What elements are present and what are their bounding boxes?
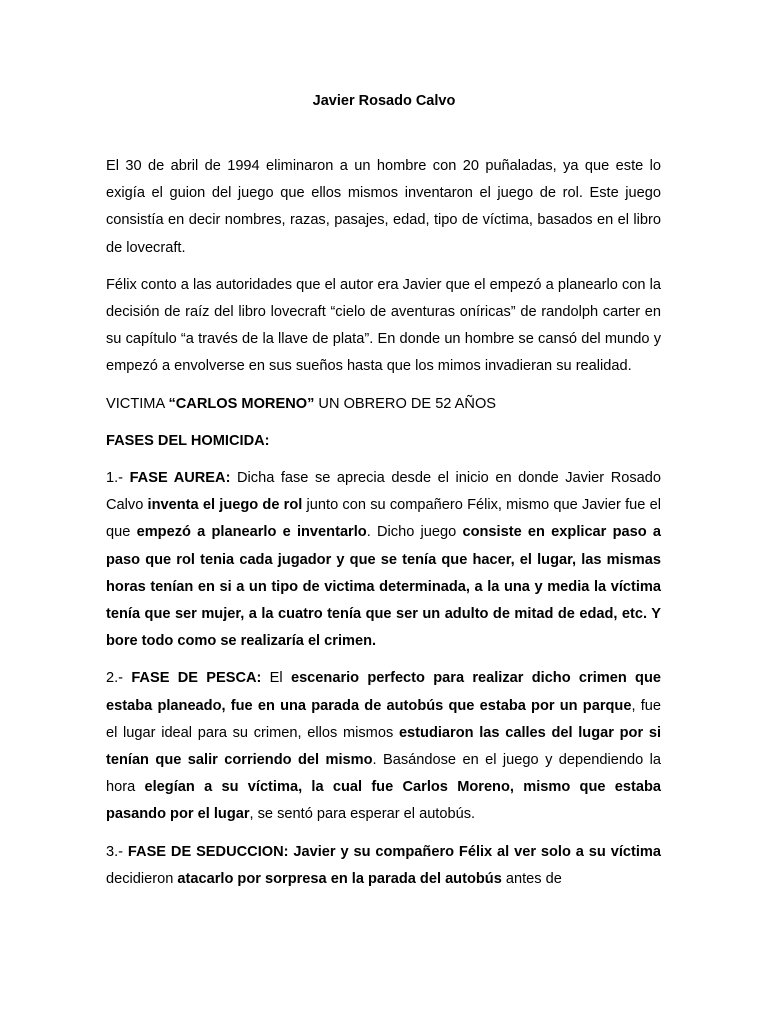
phase-2-label: FASE DE PESCA: <box>131 670 262 687</box>
phase-2-text-2: , fue el lugar ideal para su crimen, ellos mismos <box>106 697 661 741</box>
victim-suffix: UN OBRERO DE 52 AÑOS <box>314 395 497 412</box>
paragraph-felix: Félix conto a las autoridades que el autor era Javier que el empezó a planearlo con la decisión de raíz del libro lovecraft “cielo de aventuras oníricas” de randolph carter en su capítulo “a través de la llave de plata”. En donde un hombre se cansó del mundo y empezó a envolverse en sus sueños hasta que los mimos invadieran su realidad. <box>106 276 661 375</box>
paragraph-phase-1 <box>106 465 661 655</box>
phase-1-number: 1.- <box>106 470 130 487</box>
victim-name: “CARLOS MORENO” <box>168 395 315 412</box>
phase-1-text-2: junto con su compañero Félix, mismo que Javier fue el que <box>106 497 661 541</box>
phase-2-number: 2.- <box>106 670 132 687</box>
phase-3-bold-1: atacarlo por sorpresa en la parada del autobús <box>177 870 502 887</box>
phase-1-text-1: Dicha fase se aprecia desde el inicio en donde Javier Rosado Calvo <box>106 470 661 514</box>
phase-1-bold-3: consiste en explicar paso a paso que rol tenia cada jugador y que se tenía que hacer, el lugar, las mismas horas tenían en si a un tipo de victima determinada, a la una y media la víctima tenía que ser mujer, a la cuatro tenía que ser un adulto de mitad de edad, etc. Y bore todo como se realizaría el crimen. <box>106 524 661 650</box>
document-body <box>106 153 661 903</box>
paragraph-phase-2 <box>106 665 661 828</box>
phase-1-bold-2: empezó a planearlo e inventarlo <box>136 524 367 541</box>
phase-3-label: FASE DE SEDUCCION: Javier y su compañero Félix al ver solo a su víctima <box>127 843 661 860</box>
document-title: Javier Rosado Calvo <box>312 93 456 109</box>
paragraph-intro: El 30 de abril de 1994 eliminaron a un hombre con 20 puñaladas, ya que este lo exigía el guion del juego que ellos mismos inventaron el juego de rol. Este juego consistía en decir nombres, razas, pasajes, edad, tipo de víctima, basados en el libro de lovecraft. <box>106 158 661 256</box>
phase-3-number: 3.- <box>106 843 128 860</box>
phase-2-text-4: , se sentó para esperar el autobús. <box>249 806 476 823</box>
phase-3-text-1: decidieron <box>106 870 178 887</box>
phase-2-bold-2: estudiaron las calles del lugar por si tenían que salir corriendo del mismo <box>106 724 662 769</box>
paragraph-victim <box>106 391 661 418</box>
victim-prefix: VICTIMA <box>106 395 169 412</box>
phases-heading <box>106 428 661 455</box>
phase-2-bold-3: elegían a su víctima, la cual fue Carlos Moreno, mismo que estaba pasando por el lugar <box>106 779 662 823</box>
phase-2-bold-1: escenario perfecto para realizar dicho crimen que estaba planeado, fue en una parada de autobús que estaba por un parque <box>106 670 661 714</box>
phase-1-label: FASE AUREA: <box>129 470 231 487</box>
phases-heading-text: FASES DEL HOMICIDA: <box>106 432 270 449</box>
phase-2-text-3: . Basándose en el juego y dependiendo la hora <box>106 752 661 796</box>
phase-2-text-1: El <box>261 670 291 687</box>
phase-3-text-2: antes de <box>501 870 562 887</box>
phase-1-text-3: . Dicho juego <box>366 524 463 541</box>
phase-1-bold-1: inventa el juego de rol <box>147 497 303 514</box>
paragraph-phase-3 <box>106 839 661 893</box>
